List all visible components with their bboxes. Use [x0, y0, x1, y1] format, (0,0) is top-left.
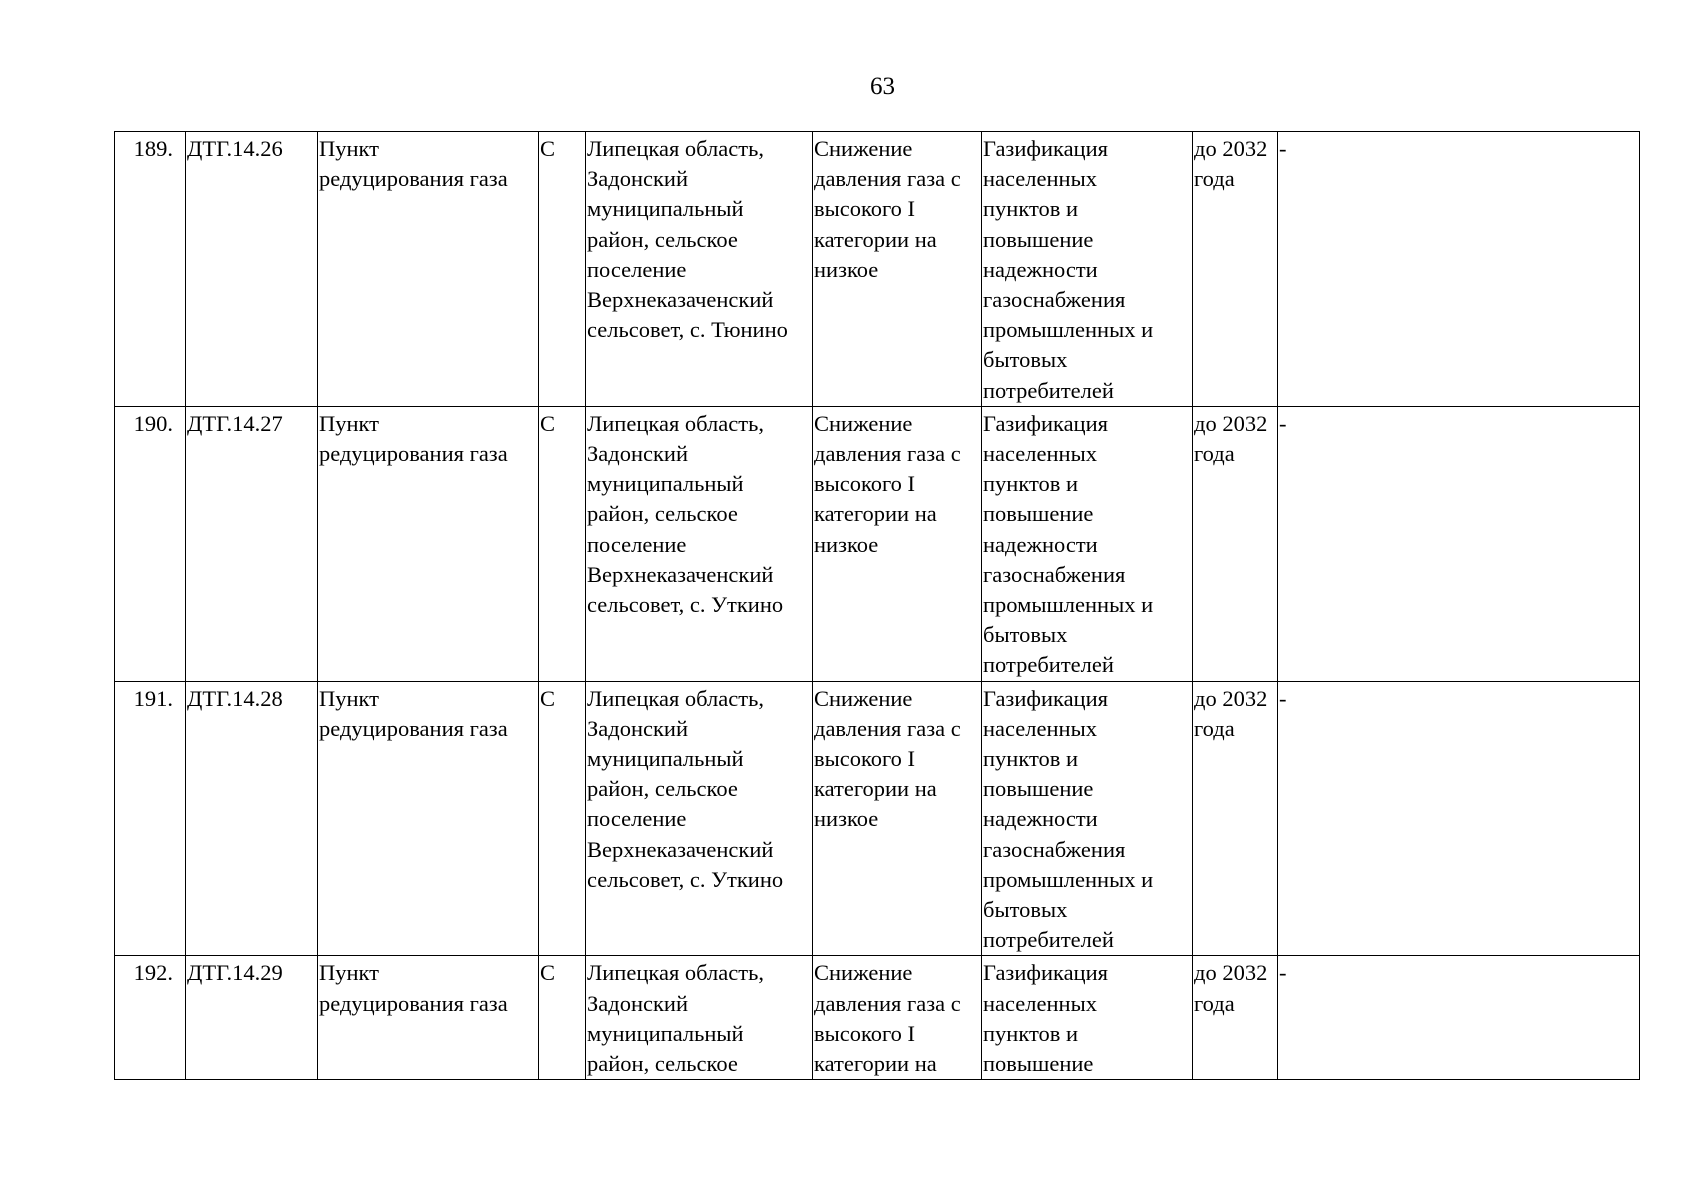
objects-table	[114, 131, 1640, 1080]
object-name: Пункт редуцирования газа	[318, 681, 539, 956]
row-number: 192.	[115, 956, 186, 1080]
table-row	[115, 681, 1640, 956]
object-deadline: до 2032 года	[1193, 681, 1278, 956]
object-code: ДТГ.14.26	[186, 132, 318, 407]
table-row	[115, 956, 1640, 1080]
object-zone: -	[1278, 956, 1640, 1080]
object-deadline: до 2032 года	[1193, 406, 1278, 681]
object-zone: -	[1278, 406, 1640, 681]
page-number: 63	[870, 73, 895, 100]
object-purpose: Газификация населенных пунктов и повышение надежности газоснабжения промышленных и бытовых потребителей	[982, 132, 1193, 407]
object-code: ДТГ.14.27	[186, 406, 318, 681]
object-location: Липецкая область, Задонский муниципальный район, сельское	[586, 956, 813, 1080]
object-location: Липецкая область, Задонский муниципальный район, сельское поселение Верхнеказаченский сельсовет, с. Уткино	[586, 681, 813, 956]
object-name: Пункт редуцирования газа	[318, 956, 539, 1080]
object-zone: -	[1278, 132, 1640, 407]
row-number: 190.	[115, 406, 186, 681]
object-deadline: до 2032 года	[1193, 132, 1278, 407]
object-purpose: Газификация населенных пунктов и повышение надежности газоснабжения промышленных и бытовых потребителей	[982, 406, 1193, 681]
object-status: С	[539, 956, 586, 1080]
object-location: Липецкая область, Задонский муниципальный район, сельское поселение Верхнеказаченский сельсовет, с. Уткино	[586, 406, 813, 681]
object-name: Пункт редуцирования газа	[318, 132, 539, 407]
object-name: Пункт редуцирования газа	[318, 406, 539, 681]
object-code: ДТГ.14.28	[186, 681, 318, 956]
object-characteristic: Снижение давления газа с высокого I категории на низкое	[813, 681, 982, 956]
object-status: С	[539, 406, 586, 681]
object-location: Липецкая область, Задонский муниципальный район, сельское поселение Верхнеказаченский сельсовет, с. Тюнино	[586, 132, 813, 407]
object-status: С	[539, 132, 586, 407]
object-status: С	[539, 681, 586, 956]
row-number: 191.	[115, 681, 186, 956]
object-characteristic: Снижение давления газа с высокого I категории на низкое	[813, 132, 982, 407]
object-deadline: до 2032 года	[1193, 956, 1278, 1080]
object-purpose: Газификация населенных пунктов и повышение	[982, 956, 1193, 1080]
object-code: ДТГ.14.29	[186, 956, 318, 1080]
object-purpose: Газификация населенных пунктов и повышение надежности газоснабжения промышленных и бытовых потребителей	[982, 681, 1193, 956]
row-number: 189.	[115, 132, 186, 407]
table-row	[115, 406, 1640, 681]
object-characteristic: Снижение давления газа с высокого I категории на низкое	[813, 406, 982, 681]
object-characteristic: Снижение давления газа с высокого I категории на	[813, 956, 982, 1080]
table-row	[115, 132, 1640, 407]
object-zone: -	[1278, 681, 1640, 956]
